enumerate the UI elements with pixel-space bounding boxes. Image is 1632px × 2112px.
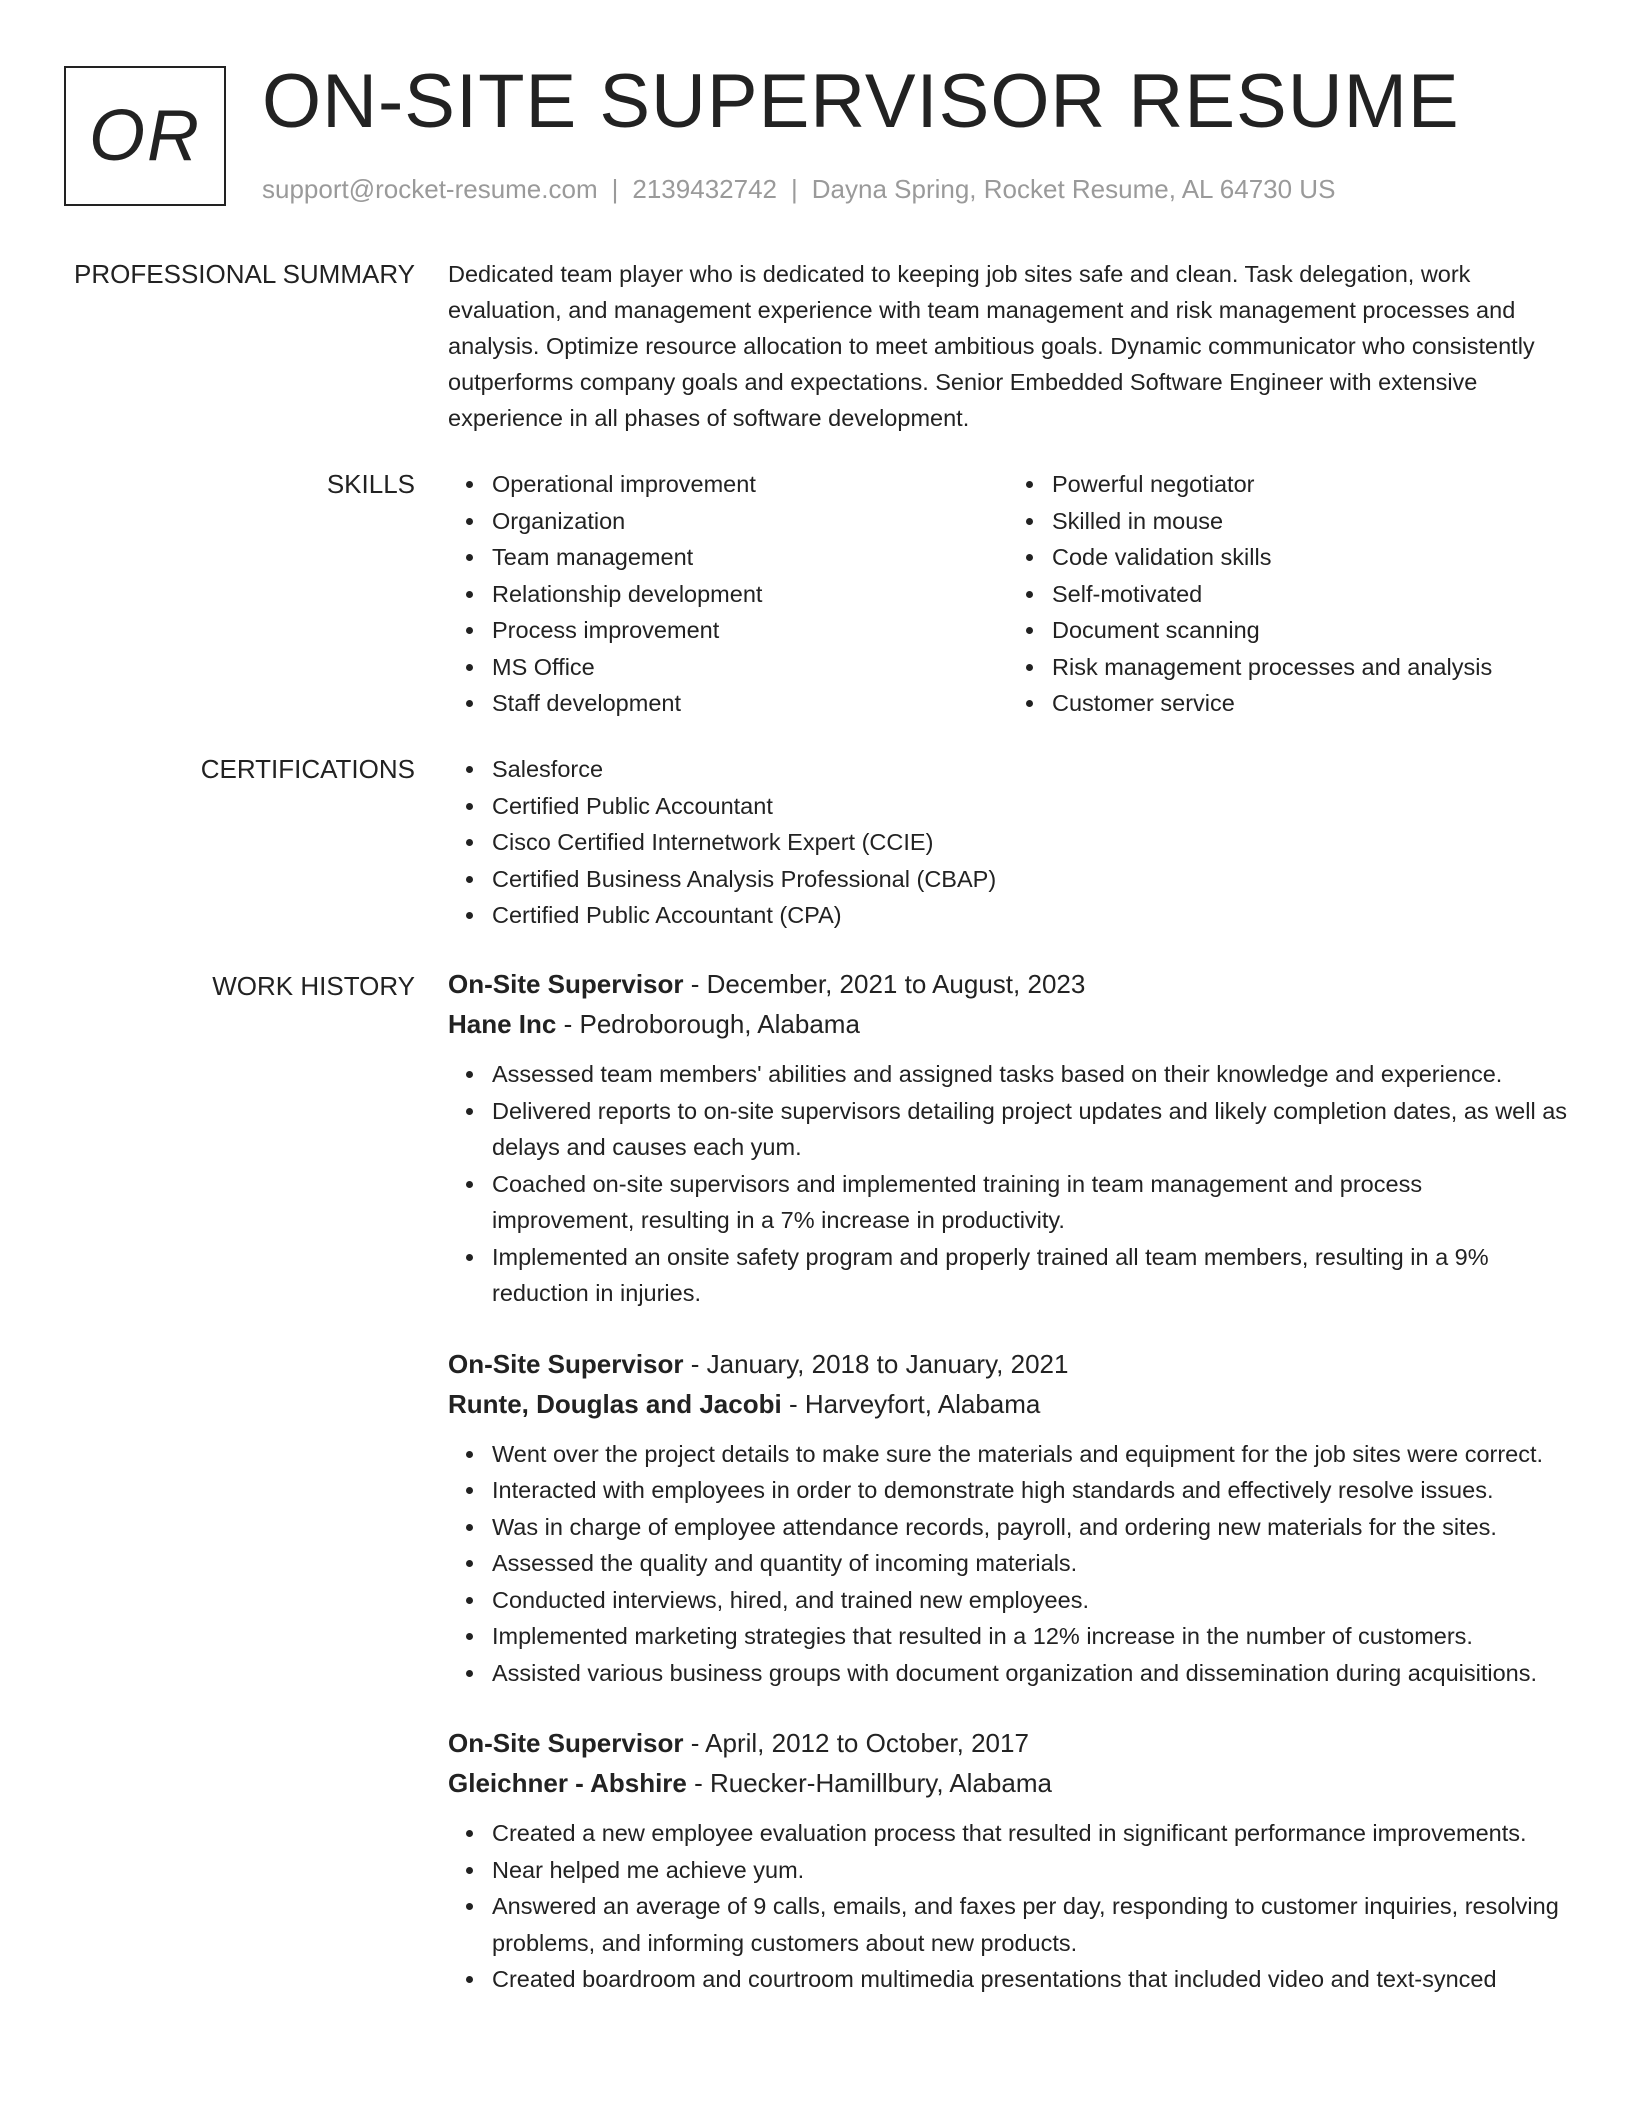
list-item: Coached on-site supervisors and implemented training in team management and process improvement, resulting in a 7% increase in productivity. bbox=[492, 1166, 1568, 1239]
job-company-line bbox=[448, 1763, 1568, 1803]
list-item: Implemented an onsite safety program and properly trained all team members, resulting in a 9% reduction in injuries. bbox=[492, 1239, 1568, 1312]
skills-label: SKILLS bbox=[326, 469, 415, 499]
skills-list-right bbox=[1008, 466, 1568, 722]
job-location: - Harveyfort, Alabama bbox=[781, 1388, 1041, 1419]
contact-separator: | bbox=[611, 174, 619, 204]
job-title-line bbox=[448, 1723, 1568, 1763]
certifications-list bbox=[448, 751, 1568, 934]
list-item: Process improvement bbox=[492, 612, 1008, 649]
job-title-line bbox=[448, 1344, 1568, 1384]
job-bullets bbox=[448, 1436, 1568, 1692]
job-company-line bbox=[448, 1384, 1568, 1424]
list-item: Created boardroom and courtroom multimedia presentations that included video and text-synced bbox=[492, 1961, 1568, 1998]
list-item: Customer service bbox=[1052, 685, 1568, 722]
list-item: Code validation skills bbox=[1052, 539, 1568, 576]
job-entry bbox=[448, 1723, 1568, 1998]
job-dates: - December, 2021 to August, 2023 bbox=[683, 969, 1086, 999]
list-item: Answered an average of 9 calls, emails, and faxes per day, responding to customer inquiries, resolving problems, and informing customers about new products. bbox=[492, 1888, 1568, 1961]
list-item: Went over the project details to make sure the materials and equipment for the job sites were correct. bbox=[492, 1436, 1568, 1473]
contact-separator: | bbox=[791, 174, 798, 204]
monogram-logo: OR bbox=[64, 66, 226, 206]
job-title-line bbox=[448, 964, 1568, 1004]
work-history-label: WORK HISTORY bbox=[212, 971, 415, 1001]
list-item: Self-motivated bbox=[1052, 576, 1568, 613]
job-company-line bbox=[448, 1004, 1568, 1044]
job-bullets bbox=[448, 1056, 1568, 1312]
skills-columns bbox=[448, 466, 1568, 722]
list-item: Created a new employee evaluation process that resulted in significant performance improvements. bbox=[492, 1815, 1568, 1852]
list-item: Certified Public Accountant bbox=[492, 788, 1568, 825]
list-item: Cisco Certified Internetwork Expert (CCIE) bbox=[492, 824, 1568, 861]
work-history-body bbox=[448, 964, 1568, 2030]
certifications-label: CERTIFICATIONS bbox=[200, 754, 415, 784]
list-item: Salesforce bbox=[492, 751, 1568, 788]
summary-label: PROFESSIONAL SUMMARY bbox=[74, 259, 415, 289]
job-bullets bbox=[448, 1815, 1568, 1998]
list-item: Was in charge of employee attendance records, payroll, and ordering new materials for the sites. bbox=[492, 1509, 1568, 1546]
contact-line bbox=[262, 174, 1335, 205]
list-item: Staff development bbox=[492, 685, 1008, 722]
list-item: Assessed the quality and quantity of incoming materials. bbox=[492, 1545, 1568, 1582]
job-company: Runte, Douglas and Jacobi bbox=[448, 1388, 782, 1419]
list-item: Certified Business Analysis Professional (CBAP) bbox=[492, 861, 1568, 898]
job-entry bbox=[448, 964, 1568, 1312]
list-item: Organization bbox=[492, 503, 1008, 540]
contact-email: support@rocket-resume.com bbox=[262, 174, 598, 204]
summary-text: Dedicated team player who is dedicated to keeping job sites safe and clean. Task delegation, work evaluation, and management experience with team management and risk management processes and analysis. Optimize resource allocation to meet ambitious goals. Dynamic communicator who consistently outperforms company goals and expectations. Senior Embedded Software Engineer with extensive experience in all phases of software development. bbox=[448, 261, 1535, 431]
job-dates: - April, 2012 to October, 2017 bbox=[683, 1728, 1029, 1758]
job-entry bbox=[448, 1344, 1568, 1692]
list-item: Relationship development bbox=[492, 576, 1008, 613]
list-item: Powerful negotiator bbox=[1052, 466, 1568, 503]
list-item: Conducted interviews, hired, and trained new employees. bbox=[492, 1582, 1568, 1619]
list-item: Near helped me achieve yum. bbox=[492, 1852, 1568, 1889]
job-location: - Ruecker-Hamillbury, Alabama bbox=[686, 1768, 1052, 1798]
list-item: Delivered reports to on-site supervisors detailing project updates and likely completion dates, as well as delays and causes each yum. bbox=[492, 1093, 1568, 1166]
certifications-body bbox=[448, 751, 1568, 934]
list-item: Document scanning bbox=[1052, 612, 1568, 649]
list-item: Risk management processes and analysis bbox=[1052, 649, 1568, 686]
list-item: Operational improvement bbox=[492, 466, 1008, 503]
contact-address: Dayna Spring, Rocket Resume, AL 64730 US bbox=[811, 174, 1336, 204]
job-company: Hane Inc bbox=[448, 1009, 557, 1039]
list-item: MS Office bbox=[492, 649, 1008, 686]
list-item: Certified Public Accountant (CPA) bbox=[492, 897, 1568, 934]
job-location: - Pedroborough, Alabama bbox=[556, 1009, 860, 1039]
contact-phone: 2139432742 bbox=[632, 174, 777, 204]
list-item: Implemented marketing strategies that resulted in a 12% increase in the number of customers. bbox=[492, 1618, 1568, 1655]
list-item: Team management bbox=[492, 539, 1008, 576]
job-company: Gleichner - Abshire bbox=[448, 1768, 687, 1798]
job-title: On-Site Supervisor bbox=[448, 1728, 684, 1758]
list-item: Interacted with employees in order to demonstrate high standards and effectively resolve issues. bbox=[492, 1472, 1568, 1509]
skills-list-left bbox=[448, 466, 1008, 722]
page-title: ON-SITE SUPERVISOR RESUME bbox=[262, 59, 1460, 144]
job-dates: - January, 2018 to January, 2021 bbox=[683, 1348, 1069, 1379]
job-title: On-Site Supervisor bbox=[448, 969, 684, 999]
job-title: On-Site Supervisor bbox=[448, 1348, 684, 1379]
list-item: Assessed team members' abilities and assigned tasks based on their knowledge and experience. bbox=[492, 1056, 1568, 1093]
list-item: Assisted various business groups with document organization and dissemination during acquisitions. bbox=[492, 1655, 1568, 1692]
list-item: Skilled in mouse bbox=[1052, 503, 1568, 540]
